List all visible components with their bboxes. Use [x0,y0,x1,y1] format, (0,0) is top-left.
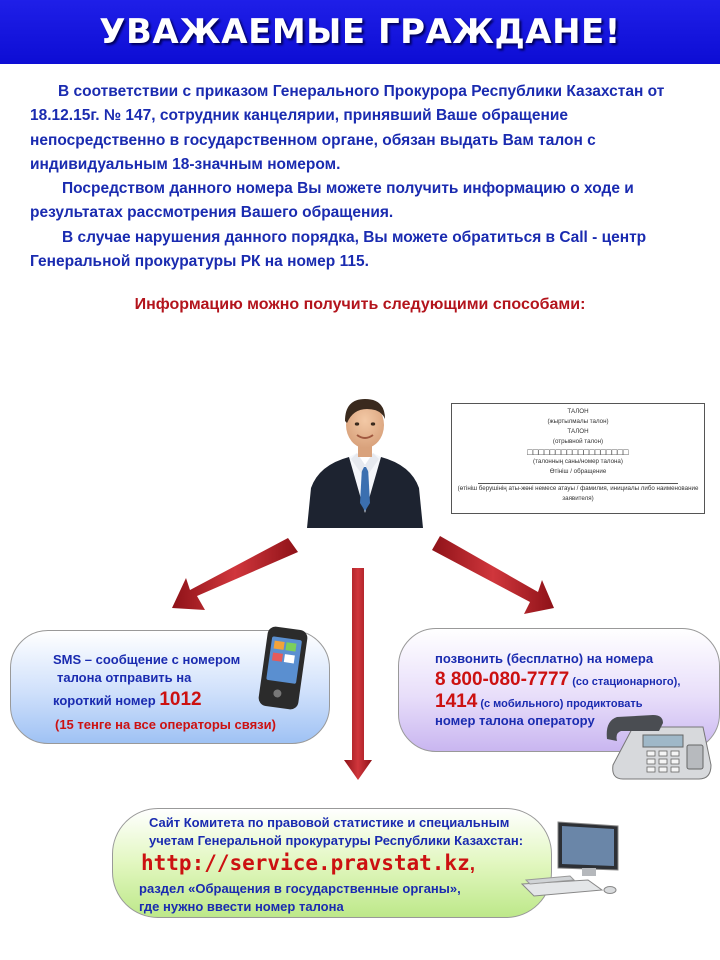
computer-icon [518,818,630,900]
mobile-phone-icon [255,626,311,710]
arrow-down-icon [344,568,372,780]
intro-paragraph-1: В соответствии с приказом Генерального Прокурора Республики Казахстан от 18.12.15г. № 147, сотрудник канцелярии, принявший Ваше обращение непосредственно в государственном органе, обязан выдать Вам талон с индивидуальным 18-значным номером. [30,83,665,173]
talon-line: (жыртылмалы талон) [547,418,609,425]
desk-phone-icon [603,705,715,787]
intro-paragraph-3: В случае нарушения данного порядка, Вы можете обратиться в Call - центр Генеральной прокуратуры РК на номер 115. [30,228,647,271]
talon-line: (отрывной талон) [552,438,604,445]
site-url-suffix: , [469,854,476,875]
methods-heading: Информацию можно получить следующими способами: [134,296,586,313]
call-number-mobile: 1414 [435,691,478,712]
arrow-down-right-icon [432,536,554,614]
intro-text [30,80,700,274]
sms-short-number: 1012 [159,689,202,710]
intro-paragraph-2: Посредством данного номера Вы можете получить информацию о ходе и результатах рассмотрения Вашего обращения. [30,180,634,222]
call-number-landline: 8 800-080-7777 [435,669,570,690]
call-line-4: номер талона оператору [435,713,595,728]
site-line-2: учетам Генеральной прокуратуры Республики Казахстан: [149,833,524,848]
website-method-card [112,808,552,918]
site-line-3: раздел «Обращения в государственные органы», [139,881,461,896]
talon-line: Өтініш / обращение [549,468,607,475]
talon-number-boxes: □□□□□□□□□□□□□□□□□□ [527,447,629,457]
businessman-photo [305,393,425,528]
call-note-mobile: (с мобильного) продиктовать [477,698,643,710]
sms-line-2: талона отправить на [57,670,192,685]
title-banner [0,0,720,64]
talon-line: ТАЛОН [567,428,589,435]
talon-line: ТАЛОН [567,408,589,415]
talon-sample [451,403,705,514]
site-line-1: Сайт Комитета по правовой статистике и специальным [149,815,510,830]
page-title: УВАЖАЕМЫЕ ГРАЖДАНЕ! [99,12,621,52]
sms-line-3: короткий номер [53,693,160,708]
talon-line: (талонның саны/номер талона) [533,458,623,465]
arrow-down-left-icon [172,538,298,610]
call-note-landline: (со стационарного), [569,676,681,688]
sms-line-1: SMS – сообщение с номером [53,652,241,667]
talon-line: (өтініш берушінің аты-жөні немесе атауы / фамилия, инициалы либо наименование заявителя) [457,485,699,502]
sms-cost-note: (15 тенге на все операторы связи) [55,717,276,732]
site-line-4: где нужно ввести номер талона [139,899,344,914]
call-line-1: позвонить (бесплатно) на номера [435,651,654,666]
site-url-link[interactable]: http://service.pravstat.kz [141,851,470,875]
